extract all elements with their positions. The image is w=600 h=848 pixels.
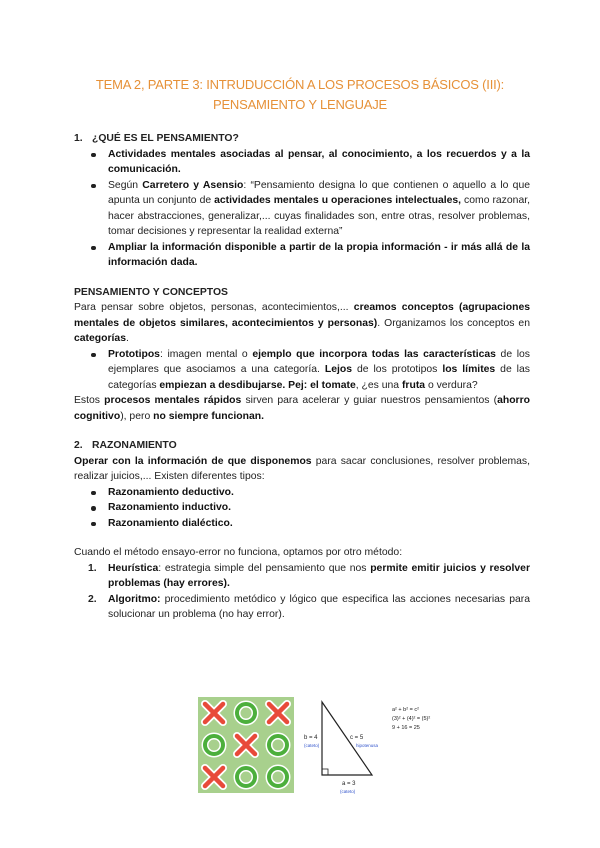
text: de las categorías	[108, 364, 530, 391]
o-mark-icon	[198, 729, 230, 761]
list-item	[74, 592, 530, 623]
o-mark-icon	[262, 761, 294, 793]
list-number: 2.	[88, 593, 97, 605]
bold-text: Lejos	[324, 364, 353, 375]
list-item	[74, 516, 530, 532]
list-item	[74, 347, 530, 394]
equation-1: a² + b² = c²	[392, 707, 419, 713]
text: : estrategia simple del pensamiento que nos	[158, 562, 371, 574]
b-label: b = 4	[304, 735, 318, 741]
o-mark-icon	[230, 697, 262, 729]
text: ), pero	[120, 410, 154, 422]
bullet-list-razonamiento	[74, 485, 530, 532]
list-number: 1.	[88, 562, 97, 574]
bold-text: Ampliar la información disponible a partir de la propia información - ir más allá de la información dada.	[108, 241, 530, 268]
text: de los ejemplares que asociamos a una categoría.	[108, 348, 530, 375]
bold-text: creamos conceptos (agrupaciones mentales de objetos similares, acontecimientos y personas)	[74, 302, 530, 329]
bold-text: ejemplo que incorpora todas las características	[252, 348, 496, 360]
section-heading-conceptos: PENSAMIENTO Y CONCEPTOS	[74, 286, 228, 298]
bold-text: fruta	[401, 379, 426, 391]
bold-text: categorías	[74, 333, 126, 344]
x-mark-icon	[198, 761, 230, 793]
text: , ¿es una	[355, 379, 402, 391]
equation-2: (3)² + (4)² = (5)²	[392, 716, 431, 722]
tic-tac-toe-image	[198, 697, 294, 793]
paragraph	[74, 393, 530, 424]
list-item	[74, 485, 530, 501]
title-line-1: TEMA 2, PARTE 3: INTRUDUCCIÓN A LOS PROCESOS BÁSICOS (III):	[95, 77, 505, 92]
text: : imagen mental o	[159, 348, 253, 360]
bold-text: Actividades mentales asociadas al pensar, al conocimiento, a los recuerdos y a la comunicación.	[108, 148, 530, 175]
bold-text: empiezan a desdibujarse. Pej: el tomate	[159, 379, 356, 391]
bold-text: Razonamiento inductivo.	[108, 502, 231, 513]
bold-text: los límites	[442, 364, 496, 375]
text: de los prototipos	[352, 364, 443, 375]
text: .	[125, 333, 129, 344]
text: Estos	[74, 395, 105, 406]
right-angle-marker	[322, 769, 328, 775]
document-title	[60, 75, 540, 115]
section-number: 2.	[74, 440, 83, 451]
document-body	[74, 131, 530, 623]
text: procedimiento metódico y lógico que especifica las acciones necesarias para solucionar un problema (no hay error).	[108, 593, 530, 620]
c-label: c = 5	[350, 735, 364, 741]
text: como razonar, hacer abstracciones, generalizar,... cuyas finalidades son, entre otras, resolver problemas, tomar decisiones y representar la realidad externa”	[108, 195, 530, 237]
text: . Organizamos los conceptos en	[377, 317, 530, 329]
o-mark-icon	[262, 729, 294, 761]
figure-row	[198, 697, 528, 797]
bold-text: Carretero y Asensio	[142, 179, 244, 191]
x-mark-icon	[198, 697, 230, 729]
numbered-list-metodos	[74, 561, 530, 623]
paragraph: Cuando el método ensayo-error no funciona, optamos por otro método:	[74, 547, 403, 558]
text: o verdura?	[425, 379, 478, 391]
triangle-diagram	[302, 697, 512, 797]
x-mark-icon	[262, 697, 294, 729]
section-number: 1.	[74, 133, 83, 144]
right-triangle-shape	[322, 702, 372, 775]
text: para sacar conclusiones, resolver problemas, realizar juicios,... Existen diferentes tipos:	[74, 455, 531, 482]
bold-text: procesos mentales rápidos	[104, 395, 242, 406]
section-heading-text: ¿QUÉ ES EL PENSAMIENTO?	[92, 133, 239, 144]
text: Según	[108, 179, 143, 191]
o-mark-icon	[230, 761, 262, 793]
x-mark-icon	[230, 729, 262, 761]
section-heading-razonamiento	[74, 438, 530, 454]
list-item	[74, 240, 530, 271]
list-item	[74, 561, 530, 592]
bold-text: Algoritmo:	[108, 593, 161, 605]
a-label-caption: (cateto)	[340, 789, 356, 794]
bold-text: Operar con la información de que disponemos	[74, 455, 312, 467]
bold-text: Razonamiento dialéctico.	[108, 517, 233, 529]
bold-text: Razonamiento deductivo.	[108, 486, 234, 498]
b-label-caption: (cateto)	[304, 743, 320, 748]
paragraph	[74, 454, 530, 485]
c-label-caption: hipotenusa	[356, 743, 379, 748]
bold-text: permite emitir juicios y resolver problemas (hay errores).	[108, 562, 530, 589]
bold-text: actividades mentales u operaciones intelectuales,	[214, 195, 462, 206]
paragraph	[74, 300, 530, 347]
equation-3: 9 + 16 = 25	[392, 725, 420, 731]
bullet-list-prototipos	[74, 347, 530, 394]
a-label: a = 3	[342, 781, 356, 787]
section-heading-text: RAZONAMIENTO	[92, 440, 177, 451]
bullet-list-pensamiento	[74, 147, 530, 271]
text: Para pensar sobre objetos, personas, acontecimientos,...	[74, 302, 354, 313]
title-line-2: PENSAMIENTO Y LENGUAJE	[212, 97, 388, 112]
list-item	[74, 178, 530, 240]
bold-text: no siempre funcionan.	[153, 410, 264, 422]
bold-text: ahorro cognitivo	[74, 395, 530, 422]
bold-text: Prototipos	[108, 348, 160, 360]
text: sirven para acelerar y guiar nuestros pensamientos (	[241, 395, 498, 406]
list-item	[74, 500, 530, 516]
bold-text: Heurística	[108, 562, 159, 574]
text: : “Pensamiento designa lo que contienen o aquello a lo que apunta un conjunto de	[108, 179, 530, 206]
list-item	[74, 147, 530, 178]
section-heading-pensamiento	[74, 131, 530, 147]
